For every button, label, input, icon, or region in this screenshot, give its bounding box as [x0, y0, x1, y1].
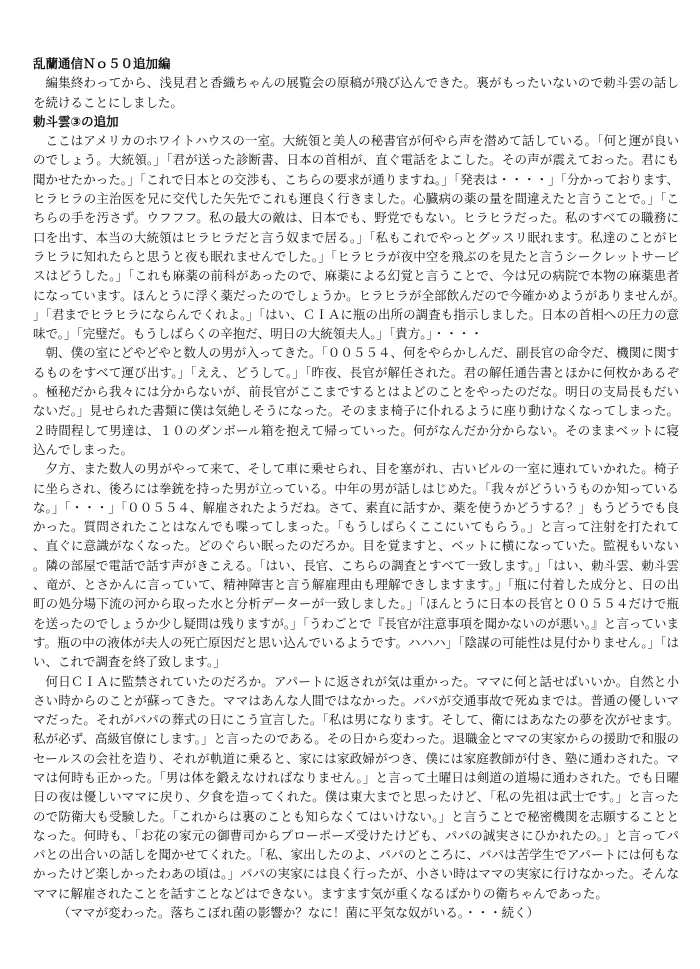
- story-paragraph-4: 何日ＣＩＡに監禁されていたのだろか。アパートに返されが気は重かった。ママに何と話せばいいか。自然と小さい時からのことが蘇ってきた。ママはあんな人間ではなかった。パパが交通事故で死ぬまでは。普通の優しいママだった。それがパパの葬式の日にこう宣言した。「私は男になります。そして、衛にはあなたの夢を次がせます。私が必ず、高級官僚にします。」と言ったのである。その日から変わった。退職金とママの実家からの援助で和服のセールスの会社を造り、それが軌道に乗ると、家には家政婦がつき、僕には家庭教師が付き、塾に通わされた。ママは何時も正かった。「男は体を鍛えなければなりません。」と言って土曜日は剣道の道場に通わされた。でも日曜日の夜は優しいママに戻り、夕食を造ってくれた。僕は東大までと思ったけど、「私の先祖は武士です。」と言ったので防衛大も受験した。「これからは裏のことも知らなくてはいけない。」と言うことで秘密機関を志願することとなった。何時も、「お花の家元の御曹司からプローポーズ受けたけども、パパの誠実さにひかれたの。」と言ってパパとの出合いの話しを聞かせてくれた。「私、家出したのよ、パパのところに、パパは苦学生でアパートには何もなかったけど楽しかったわあの頃は。」パパの実家には良く行ったが、小さい時はママの実家に行けなかった。そんなママに解雇されたことを話すことなどはできない。ますます気が重くなるばかりの衛ちゃんであった。: [33, 673, 679, 901]
- story-paragraph-1: ここはアメリカのホワイトハウスの一室。大統領と美人の秘書官が何やら声を潜めて話している。「何と運が良いのでしょう。大統領。」「君が送った診断書、日本の首相が、直ぐ電話をよこした。その声が震えておった。君にも聞かせたかった。」「これで日本との交渉も、こちらの要求が通りますね。」「発表は・・・・」「分かっております、ヒラヒラの主治医を兄に交代した矢先でこれも運良く行きました。心臓病の薬の量を間違えたと言うことで。」「こちらの手を汚さず。ウフフフ。私の最大の敵は、日本でも、野党でもない。ヒラヒラだった。私のすべての職務に口を出す、本当の大統領はヒラヒラだと言う奴まで居る。」「私もこれでやっとグッスリ眠れます。私達のことがヒラヒラに知れたらと思うと夜も眠れませんでした。」「ヒラヒラが夜中空を飛ぶのを見たと言うシークレットサービスはどうした。」「これも麻薬の前科があったので、麻薬による幻覚と言うことで、今は兄の病院で本物の麻薬患者になっています。ほんとうに浮く薬だったのでしょうか。ヒラヒラが全部飲んだので今確かめようがありませんが。」「君までヒラヒラにならんでくれよ。」「はい、ＣＩＡに瓶の出所の調査も指示しました。日本の首相への圧力の意味で。」「完璧だ。もうしばらくの辛抱だ、明日の大統領夫人。」「貴方。」・・・・: [33, 133, 679, 342]
- closing-line: （ママが変わった。落ちこぼれ菌の影響か？なに！菌に平気な奴がいる。・・・続く）: [58, 905, 540, 921]
- document-title: 乱蘭通信Ｎｏ５０追加編: [33, 56, 171, 71]
- story-paragraph-2: 朝、僕の室にどやどやと数人の男が入ってきた。「００５５４、何をやらかしんだ、副長官の命令だ、機関に関するものをすべて運び出す。」「ええ、どうして。」「昨夜、長官が解任された。君の解任通告書とほかに何枚かあるぞ。極秘だから我々には分からないが、前長官がここまでするとはよどのことをやったのだな。明日の支局長もだいないだ。」見せられた書類に僕は気絶しそうになった。そのまま椅子に仆れるように座り動けなくなってしまった。２時間程して男達は、１０のダンボール箱を抱えて帰っていった。何がなんだか分からない。そのままベットに寝込んでしまった。: [33, 345, 679, 457]
- story-paragraph-3: 夕方、また数人の男がやって来て、そして車に乗せられ、目を塞がれ、古いビルの一室に連れていかれた。椅子に坐らされ、後ろには拳銃を持った男が立っている。中年の男が話しはじめた。「我々がどういうものか知っているな。」「・・・」「００５５４、解雇されたようだね。さて、素直に話すか、薬を使うかどうする？」もうどうでも良かった。質問されたことはなんでも喋ってしまった。「もうしばらくここにいてもらう。」と言って注射を打たれて、直ぐに意識がなくなった。どのぐらい眠ったのだろか。目を覚ますと、ベットに横になっていた。監視もいない。隣の部屋で電話で話す声がきこえる。「はい、長官、こちらの調査とすべて一致します。」「はい、勅斗雲、勅斗雲、竜が、とさかんに言っていて、精神障害と言う解雇理由も理解できしますます。」「瓶に付着した成分と、日の出町の処分場下流の河から取った水と分析データーが一致しました。」「ほんとうに日本の長官と００５５４だけで瓶を送ったのでしょうか少し疑問は残りますが。」「うわごとで『長官が注意事項を聞かないのが悪い。』と言っています。瓶の中の液体が夫人の死亡原因だと思い込んでいるようです。ハハハ」「陰謀の可能性は見付かりません。」「はい、これで調査を終了致します。」: [33, 461, 679, 670]
- section-subtitle: 勅斗雲③の追加: [33, 113, 119, 129]
- document-page: [33, 54, 679, 922]
- intro-paragraph: 編集終わってから、浅見君と香織ちゃんの展覧会の原稿が飛び込んできた。裏がもったいないので勅斗雲の話しを続けることにしました。: [33, 75, 679, 110]
